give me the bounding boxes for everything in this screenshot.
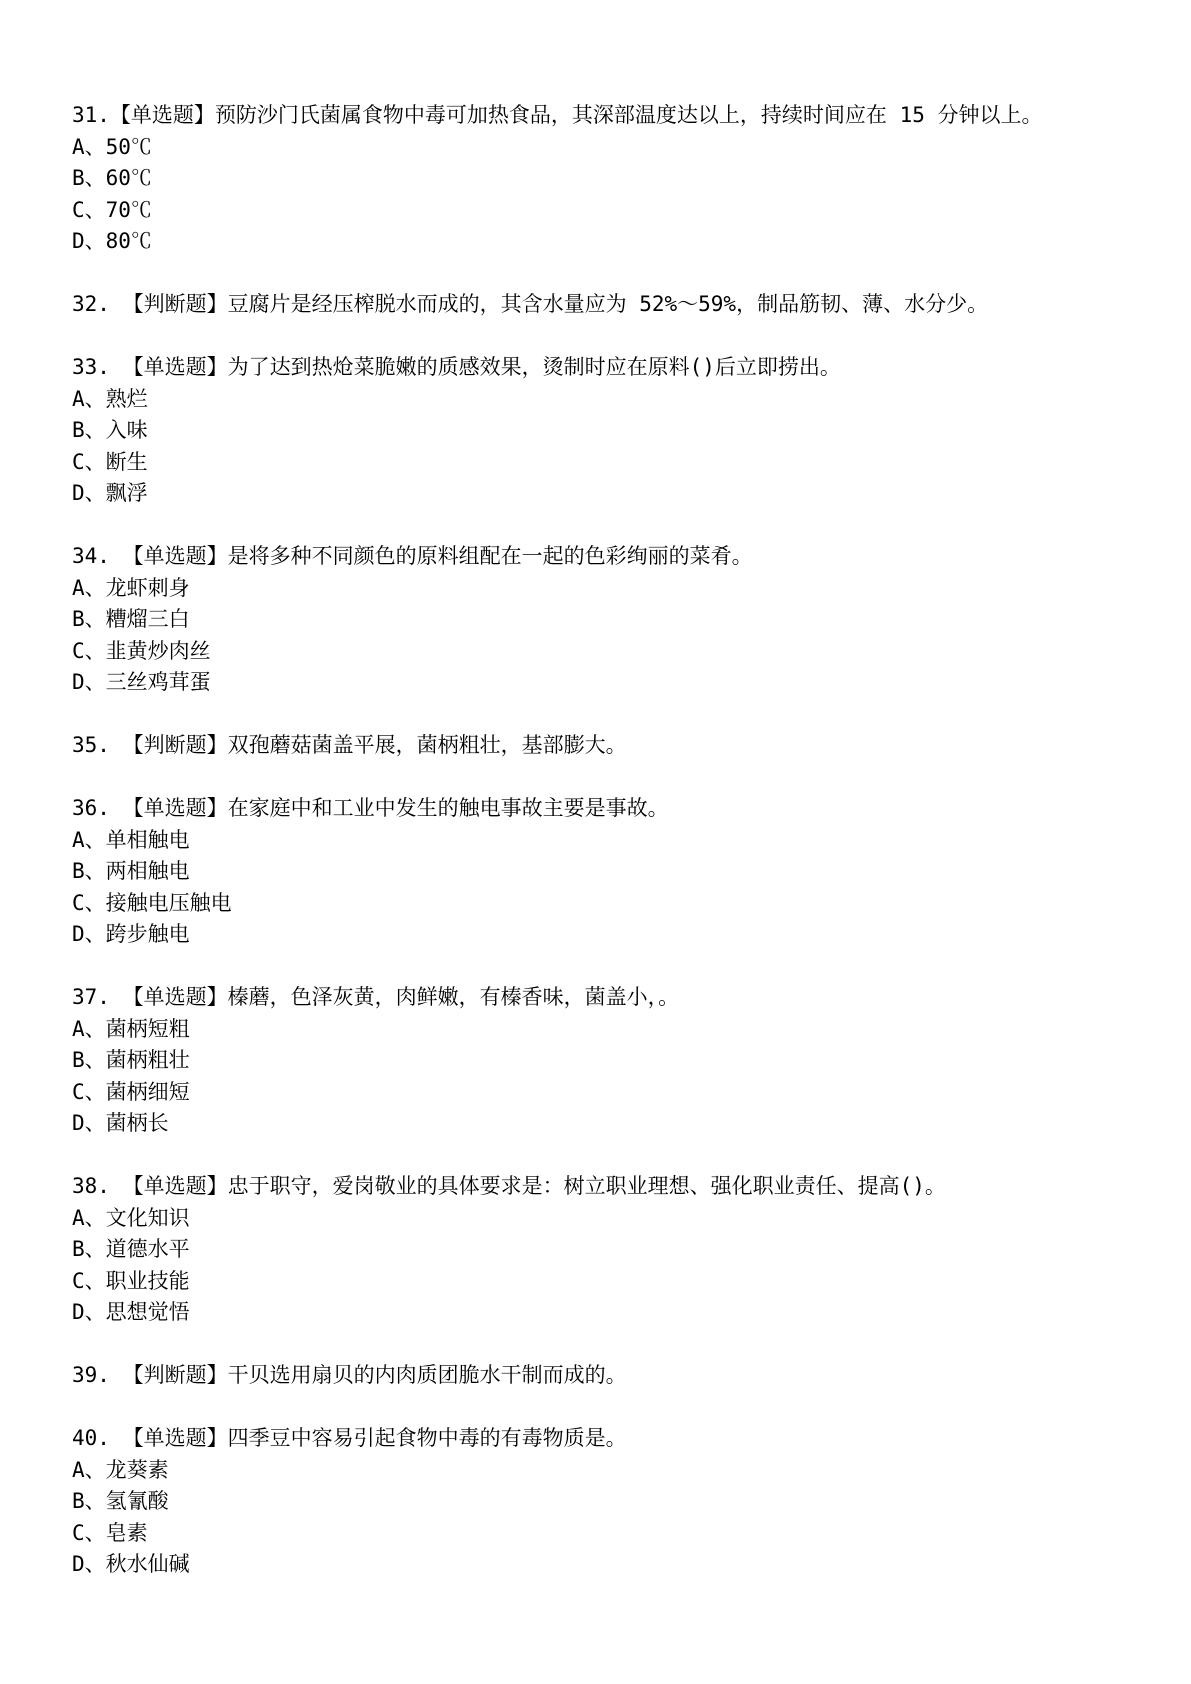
option-list <box>72 1455 1172 1581</box>
option-list <box>72 1203 1172 1329</box>
question-block <box>72 1171 1172 1329</box>
answer-option: C、接触电压触电 <box>72 890 232 915</box>
answer-option: A、文化知识 <box>72 1205 190 1230</box>
answer-option: B、菌柄粗壮 <box>72 1048 190 1072</box>
answer-option: B、入味 <box>72 418 148 442</box>
option-list <box>72 825 1172 951</box>
option-list <box>72 573 1172 699</box>
answer-option: D、飘浮 <box>72 481 148 505</box>
answer-option: A、菌柄短粗 <box>72 1016 190 1041</box>
answer-option: B、道德水平 <box>72 1237 190 1261</box>
answer-option: A、龙葵素 <box>72 1457 169 1482</box>
question-block <box>72 100 1172 258</box>
question-block <box>72 352 1172 510</box>
question-block <box>72 982 1172 1140</box>
question-stem: 34. 【单选题】是将多种不同颜色的原料组配在一起的色彩绚丽的菜肴。 <box>72 544 753 568</box>
answer-option: B、60℃ <box>72 166 152 190</box>
question-block <box>72 793 1172 951</box>
answer-option: D、80℃ <box>72 229 152 253</box>
question-stem: 40. 【单选题】四季豆中容易引起食物中毒的有毒物质是。 <box>72 1426 627 1450</box>
answer-option: C、韭黄炒肉丝 <box>72 638 211 663</box>
option-list <box>72 132 1172 258</box>
option-list <box>72 384 1172 510</box>
question-stem: 32. 【判断题】豆腐片是经压榨脱水而成的，其含水量应为 52%～59%，制品筋韧、薄、水分少。 <box>72 292 989 316</box>
question-block <box>72 1423 1172 1581</box>
question-block <box>72 541 1172 699</box>
question-stem: 33. 【单选题】为了达到热炝菜脆嫩的质感效果，烫制时应在原料()后立即捞出。 <box>72 355 841 379</box>
answer-option: D、跨步触电 <box>72 922 190 946</box>
answer-option: D、思想觉悟 <box>72 1300 190 1324</box>
question-stem: 37. 【单选题】榛蘑，色泽灰黄，肉鲜嫩，有榛香味，菌盖小，。 <box>72 985 680 1009</box>
question-stem: 31.【单选题】预防沙门氏菌属食物中毒可加热食品，其深部温度达以上，持续时间应在 15 分钟以上。 <box>72 103 1043 127</box>
answer-option: A、龙虾刺身 <box>72 575 190 600</box>
option-list <box>72 1014 1172 1140</box>
question-block <box>72 730 1172 762</box>
answer-option: B、两相触电 <box>72 859 190 883</box>
question-stem: 36. 【单选题】在家庭中和工业中发生的触电事故主要是事故。 <box>72 796 669 820</box>
answer-option: C、菌柄细短 <box>72 1079 190 1104</box>
answer-option: B、氢氰酸 <box>72 1489 169 1513</box>
answer-option: A、单相触电 <box>72 827 190 852</box>
answer-option: C、皂素 <box>72 1520 148 1545</box>
answer-option: C、70℃ <box>72 197 152 222</box>
answer-option: B、糟熘三白 <box>72 607 190 631</box>
answer-option: A、50℃ <box>72 134 152 159</box>
question-block <box>72 1360 1172 1392</box>
answer-option: A、熟烂 <box>72 386 148 411</box>
exam-page <box>72 100 1172 1581</box>
question-stem: 38. 【单选题】忠于职守，爱岗敬业的具体要求是：树立职业理想、强化职业责任、提高()。 <box>72 1174 946 1198</box>
answer-option: D、秋水仙碱 <box>72 1552 190 1576</box>
answer-option: D、菌柄长 <box>72 1111 169 1135</box>
answer-option: C、职业技能 <box>72 1268 190 1293</box>
answer-option: C、断生 <box>72 449 148 474</box>
question-stem: 35. 【判断题】双孢蘑菇菌盖平展，菌柄粗壮，基部膨大。 <box>72 733 627 757</box>
answer-option: D、三丝鸡茸蛋 <box>72 670 211 694</box>
question-block <box>72 289 1172 321</box>
question-stem: 39. 【判断题】干贝选用扇贝的内肉质团脆水干制而成的。 <box>72 1363 627 1387</box>
